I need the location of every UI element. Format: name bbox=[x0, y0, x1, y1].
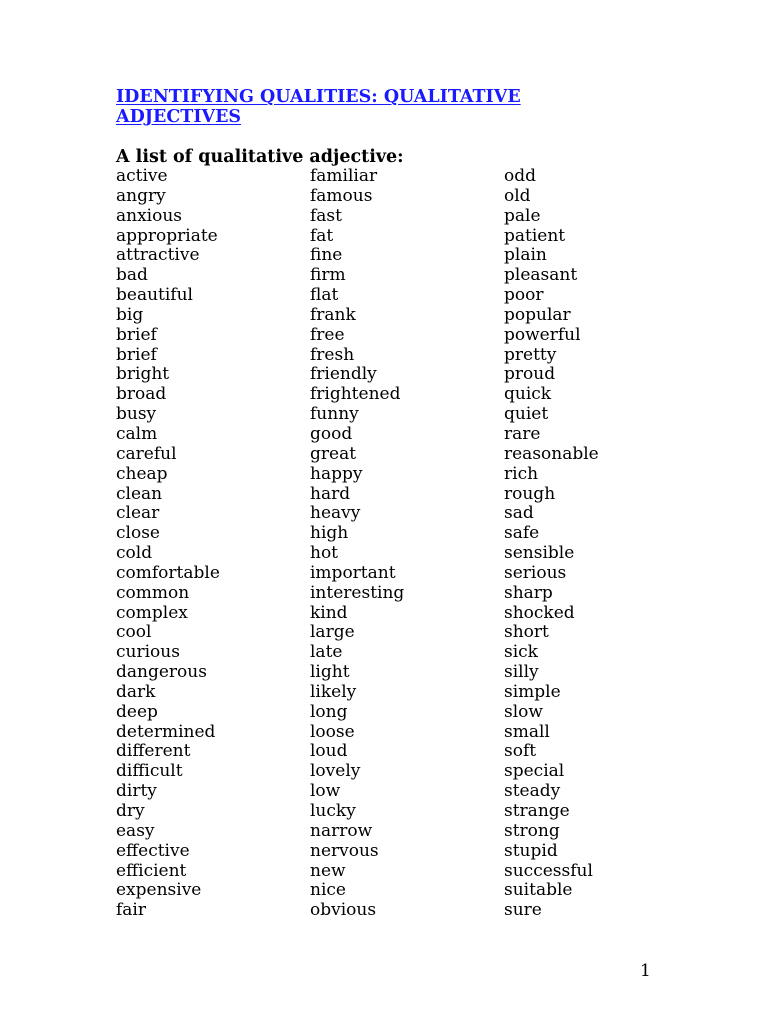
adjective-item: lovely bbox=[310, 761, 361, 782]
adjective-item: slow bbox=[504, 701, 543, 722]
list-subtitle: A list of qualitative adjective: bbox=[116, 147, 404, 167]
adjective-item: sharp bbox=[504, 582, 553, 603]
adjective-item: brief bbox=[116, 344, 157, 365]
adjective-item: familiar bbox=[310, 166, 378, 186]
adjective-item: easy bbox=[116, 820, 155, 841]
adjective-item: calm bbox=[116, 423, 158, 444]
adjective-item: busy bbox=[116, 404, 157, 425]
adjective-item: reasonable bbox=[504, 443, 599, 464]
adjective-item: fair bbox=[116, 900, 146, 921]
adjective-item: free bbox=[310, 324, 345, 345]
adjective-item: sad bbox=[504, 503, 534, 524]
adjective-item: large bbox=[310, 622, 355, 643]
adjective-item: fresh bbox=[310, 344, 355, 365]
page-number: 1 bbox=[640, 961, 651, 981]
adjective-item: shocked bbox=[504, 602, 575, 623]
adjective-item: flat bbox=[310, 285, 339, 306]
adjective-column-1 bbox=[116, 167, 220, 921]
adjective-item: hot bbox=[310, 543, 339, 564]
adjective-item: serious bbox=[504, 562, 567, 583]
page-title bbox=[116, 87, 676, 127]
adjective-item: determined bbox=[116, 721, 216, 742]
adjective-item: powerful bbox=[504, 324, 581, 345]
adjective-item: frightened bbox=[310, 384, 401, 405]
adjective-item: heavy bbox=[310, 503, 361, 524]
adjective-item: poor bbox=[504, 285, 544, 306]
adjective-item: cheap bbox=[116, 463, 168, 484]
adjective-item: fine bbox=[310, 245, 343, 266]
adjective-item: frank bbox=[310, 304, 356, 325]
adjective-item: careful bbox=[116, 443, 177, 464]
adjective-item: anxious bbox=[116, 205, 183, 226]
adjective-item: hard bbox=[310, 483, 351, 504]
adjective-item: sensible bbox=[504, 543, 575, 564]
adjective-item: friendly bbox=[310, 364, 377, 385]
adjective-item: nice bbox=[310, 880, 346, 901]
adjective-item: important bbox=[310, 562, 396, 583]
adjective-item: loose bbox=[310, 721, 355, 742]
adjective-item: short bbox=[504, 622, 549, 643]
adjective-item: new bbox=[310, 860, 346, 881]
adjective-item: high bbox=[310, 523, 349, 544]
adjective-item: special bbox=[504, 761, 565, 782]
adjective-item: strange bbox=[504, 801, 570, 821]
adjective-item: attractive bbox=[116, 245, 200, 266]
adjective-item: nervous bbox=[310, 840, 379, 861]
adjective-item: quiet bbox=[504, 404, 549, 425]
adjective-item: old bbox=[504, 185, 531, 206]
adjective-item: low bbox=[310, 781, 341, 802]
adjective-item: pale bbox=[504, 205, 541, 226]
adjective-column-3 bbox=[504, 167, 599, 921]
adjective-item: great bbox=[310, 443, 357, 464]
adjective-item: comfortable bbox=[116, 562, 220, 583]
adjective-item: silly bbox=[504, 662, 539, 683]
adjective-item: popular bbox=[504, 304, 571, 325]
adjective-item: kind bbox=[310, 602, 348, 623]
page-title-line-1: IDENTIFYING QUALITIES: QUALITATIVE bbox=[116, 87, 521, 107]
adjective-item: small bbox=[504, 721, 550, 742]
adjective-item: dry bbox=[116, 801, 145, 821]
adjective-item: pretty bbox=[504, 344, 557, 365]
adjective-item: appropriate bbox=[116, 225, 218, 246]
adjective-item: funny bbox=[310, 404, 359, 425]
adjective-item: fast bbox=[310, 205, 342, 226]
adjective-item: curious bbox=[116, 642, 180, 663]
adjective-item: cool bbox=[116, 622, 152, 643]
adjective-item: soft bbox=[504, 741, 537, 762]
adjective-item: dirty bbox=[116, 781, 157, 802]
adjective-item: bad bbox=[116, 265, 148, 286]
page-title-line-2: ADJECTIVES bbox=[116, 107, 242, 127]
adjective-item: odd bbox=[504, 166, 536, 186]
adjective-item: interesting bbox=[310, 582, 405, 603]
adjective-item: steady bbox=[504, 781, 561, 802]
adjective-item: bright bbox=[116, 364, 170, 385]
adjective-item: different bbox=[116, 741, 191, 762]
adjective-item: light bbox=[310, 662, 350, 683]
adjective-item: famous bbox=[310, 185, 373, 206]
adjective-item: clean bbox=[116, 483, 163, 504]
adjective-item: active bbox=[116, 166, 168, 186]
adjective-item: narrow bbox=[310, 820, 373, 841]
adjective-item: likely bbox=[310, 681, 357, 702]
adjective-item: pleasant bbox=[504, 265, 578, 286]
adjective-column-2 bbox=[310, 167, 404, 921]
adjective-item: sick bbox=[504, 642, 538, 663]
adjective-item: brief bbox=[116, 324, 157, 345]
adjective-item: simple bbox=[504, 681, 561, 702]
adjective-item: successful bbox=[504, 860, 593, 881]
adjective-item: loud bbox=[310, 741, 348, 762]
adjective-item: dark bbox=[116, 681, 156, 702]
adjective-item: deep bbox=[116, 701, 158, 722]
adjective-item: difficult bbox=[116, 761, 183, 782]
adjective-item: good bbox=[310, 423, 353, 444]
adjective-item: complex bbox=[116, 602, 188, 623]
adjective-item: dangerous bbox=[116, 662, 207, 683]
adjective-item: long bbox=[310, 701, 348, 722]
adjective-item: stupid bbox=[504, 840, 558, 861]
adjective-item: rich bbox=[504, 463, 539, 484]
adjective-item: close bbox=[116, 523, 160, 544]
adjective-item: rare bbox=[504, 423, 541, 444]
adjective-item: beautiful bbox=[116, 285, 193, 306]
adjective-item: clear bbox=[116, 503, 160, 524]
adjective-item: safe bbox=[504, 523, 540, 544]
adjective-item: happy bbox=[310, 463, 363, 484]
adjective-item: big bbox=[116, 304, 144, 325]
adjective-item: fat bbox=[310, 225, 334, 246]
adjective-item: strong bbox=[504, 820, 560, 841]
adjective-item: cold bbox=[116, 543, 153, 564]
adjective-item: rough bbox=[504, 483, 556, 504]
adjective-item: plain bbox=[504, 245, 547, 266]
adjective-item: late bbox=[310, 642, 343, 663]
adjective-item: patient bbox=[504, 225, 566, 246]
adjective-item: sure bbox=[504, 900, 542, 921]
adjective-item: lucky bbox=[310, 801, 356, 821]
adjective-item: suitable bbox=[504, 880, 573, 901]
adjective-item: efficient bbox=[116, 860, 187, 881]
adjective-item: effective bbox=[116, 840, 190, 861]
adjective-item: proud bbox=[504, 364, 556, 385]
adjective-item: quick bbox=[504, 384, 552, 405]
adjective-item: firm bbox=[310, 265, 346, 286]
adjective-item: angry bbox=[116, 185, 166, 206]
adjective-item: obvious bbox=[310, 900, 377, 921]
adjective-item: common bbox=[116, 582, 190, 603]
adjective-item: expensive bbox=[116, 880, 202, 901]
adjective-item: broad bbox=[116, 384, 167, 405]
